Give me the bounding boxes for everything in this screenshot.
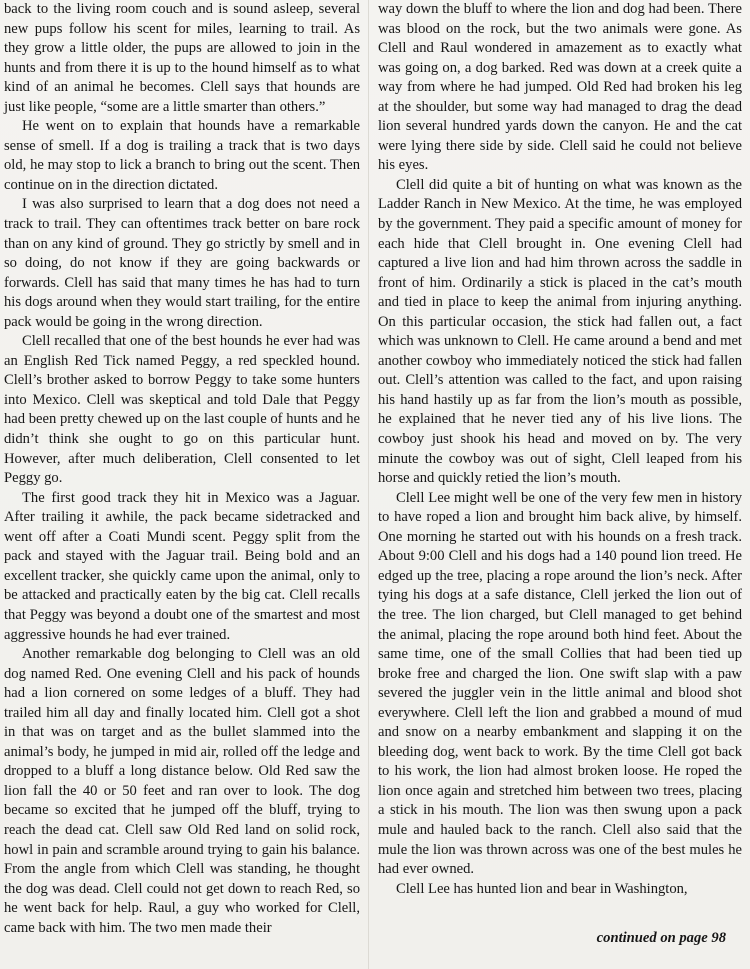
paragraph: I was also surprised to learn that a dog does not need a track to trail. They can oftentimes track better on bare rock than on any kind of ground. They go strictly by smell and in so doing, do not know if they are going backwards or forwards. Clell has said that many times he has had to turn his dogs around when they would start trailing, for the entire pack would be going in the wrong direction. bbox=[4, 196, 360, 330]
paragraph: Clell Lee has hunted lion and bear in Washington, bbox=[396, 880, 688, 897]
paragraph: back to the living room couch and is sound asleep, several new pups follow his scent for miles, learning to trail. As they grow a little older, the pups are allowed to join in the hunts and from there it is up to the hound himself as to what kind of an animal he becomes. Clell says that hounds are just like people, “some are a little smarter than others.” bbox=[4, 1, 360, 115]
paragraph: He went on to explain that hounds have a remarkable sense of smell. If a dog is trailing a track that is two days old, he may stop to lick a branch to bring out the scent. Then continue on in the direction dictated. bbox=[4, 118, 360, 193]
paragraph: Clell did quite a bit of hunting on what was known as the Ladder Ranch in New Mexico. At the time, he was employed by the government. They paid a specific amount of money for each hide that Clell brought in. One evening Clell had captured a live lion and had him thrown across the saddle in front of him. Ordinarily a stick is placed in the cat’s mouth and tied in place to keep the animal from injuring anything. On this particular occasion, the stick had fallen out, a fact which was unknown to Clell. He came around a bend and met another cowboy who immediately noticed the stick had fallen out. Clell’s attention was called to the fact, and upon raising his hand hastily up as far from the lion’s mouth as possible, he explained that he never tied any of his live lions. The cowboy just shook his head and moved on by. The very minute the cowboy was out of sight, Clell leaped from his horse and quickly retied the lion’s mouth. bbox=[378, 176, 742, 487]
paragraph: Another remarkable dog belonging to Clell was an old dog named Red. One evening Clell and his pack of hounds had a lion cornered on some ledges of a bluff. They had trailed him all day and finally located him. Clell got a shot in that was on target and as the bullet slammed into the animal’s body, he jumped in mid air, rolled off the ledge and dropped to a bluff a long distance below. Old Red saw the lion fall the 40 or 50 feet and ran over to look. The dog became so excited that he jumped off the bluff, trying to reach the dead cat. Clell saw Old Red land on solid rock, howl in pain and scramble around trying to gain his balance. From the angle from which Clell was standing, he thought the dog was dead. Clell could not get down to reach Red, so he went back for help. Raul, a guy who worked for Clell, came back with him. The two men made their bbox=[4, 646, 360, 936]
paragraph: Clell recalled that one of the best hounds he ever had was an English Red Tick named Peggy, a red speckled hound. Clell’s brother asked to borrow Peggy to take some hunters into Mexico. Clell was skeptical and told Dale that Peggy had been pretty chewed up on the last couple of hunts and he didn’t think she ought to go on this particular hunt. However, after much deliberation, Clell consented to let Peggy go. bbox=[4, 333, 360, 487]
right-text-column bbox=[378, 0, 742, 899]
paragraph: Clell Lee might well be one of the very few men in history to have roped a lion and brought him back alive, by himself. One morning he started out with his hounds on a fresh track. About 9:00 Clell and his dogs had a 140 pound lion treed. He edged up the tree, placing a rope around the lion’s neck. After tying his dogs at a safe distance, Clell jerked the lion out of the tree. The lion charged, but Clell managed to get behind the animal, placing the rope around both hind feet. About the same time, one of the small Collies that had been tied up broke free and charged the lion. One swift slap with a paw severed the juggler vein in the little animal and blood shot everywhere. Clell left the lion and grabbed a mound of mud and snow on a nearby embankment and slapping it on the bleeding dog, went back to work. By the time Clell got back to his work, the lion had almost broken loose. He roped the lion once again and stretched him between two trees, placing a stick in his mouth. The lion was then swung upon a pack mule and hauled back to the ranch. Clell also said that the mule the lion was thrown across was one of the best mules he had ever owned. bbox=[378, 489, 742, 878]
column-divider bbox=[368, 0, 369, 969]
left-text-column bbox=[4, 0, 360, 938]
continued-note: continued on page 98 bbox=[596, 930, 726, 946]
paragraph: way down the bluff to where the lion and dog had been. There was blood on the rock, but the two animals were gone. As Clell and Raul wondered in amazement as to exactly what was going on, a dog barked. Red was down at a creek quite a way from where he had jumped. Old Red had broken his leg at the shoulder, but some way had managed to drag the dead lion several hundred yards down the canyon. He and the cat were lying there side by side. Clell said he could not believe his eyes. bbox=[378, 1, 742, 174]
paragraph: The first good track they hit in Mexico was a Jaguar. After trailing it awhile, the pack became sidetracked and went off after a Coati Mundi scent. Peggy split from the pack and stayed with the Jaguar trail. Being bold and an excellent tracker, she quickly came upon the animal, only to be attacked and practically eaten by the big cat. Clell recalls that Peggy was beyond a doubt one of the smartest and most aggressive hounds he had ever trained. bbox=[4, 489, 360, 643]
